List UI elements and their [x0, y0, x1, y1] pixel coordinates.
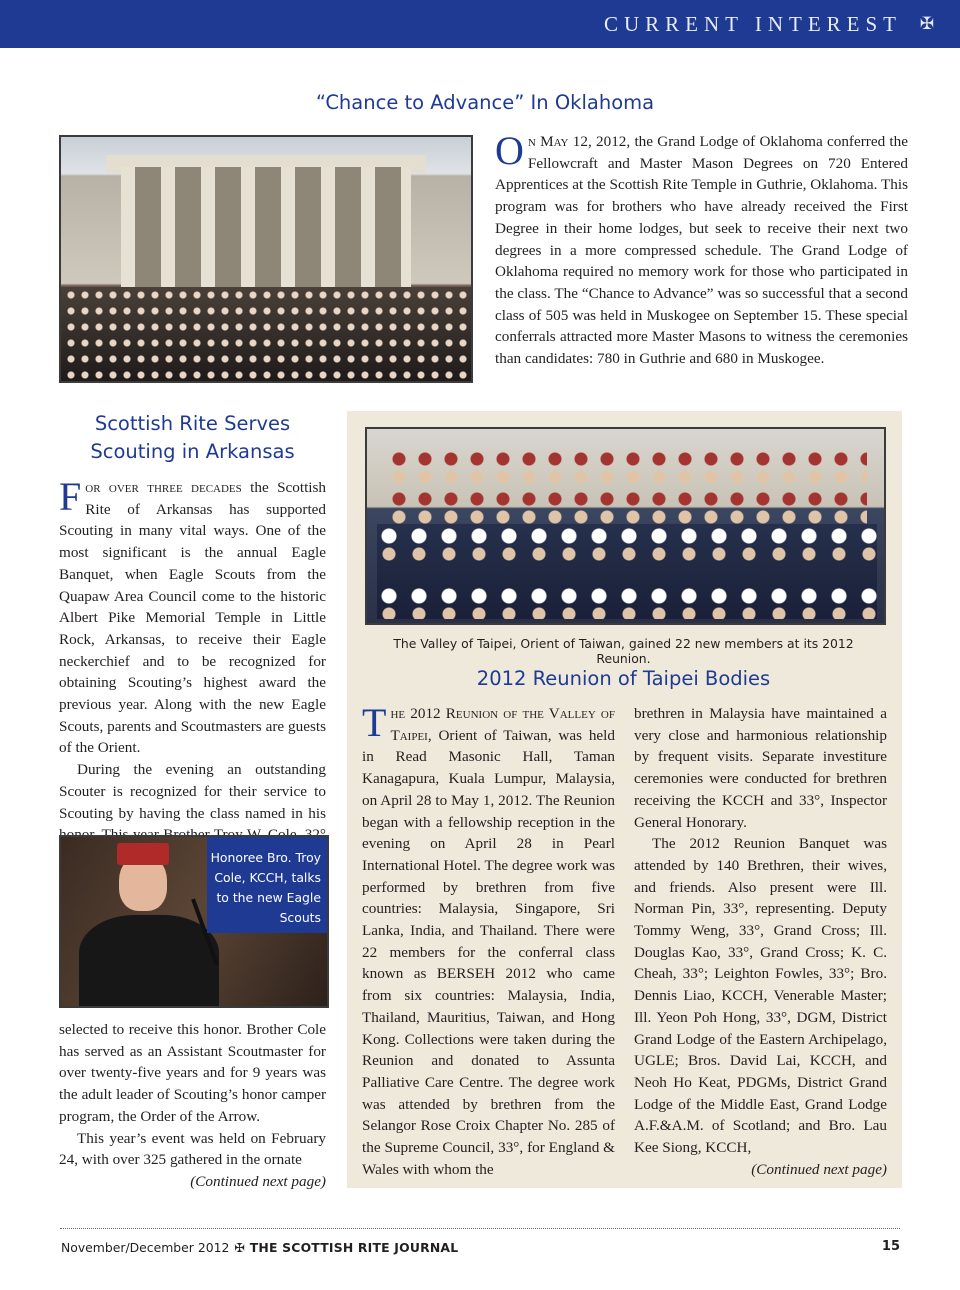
taipei-dropcap: T: [362, 700, 387, 745]
taipei-col2-p1: brethren in Malaysia have maintained a very close and harmonious relationship by frequent visits. Separate investiture ceremonies were conducted for brethren receiving the KCCH and 33°, Inspector General Honorary.: [634, 705, 887, 831]
arkansas-body-bottom: [59, 1019, 326, 1193]
speaker-cap: [117, 843, 169, 865]
taipei-group-photo: [365, 427, 886, 625]
arkansas-para4: This year’s event was held on February 24, with over 325 gathered in the ornate: [59, 1129, 326, 1169]
oklahoma-body: [495, 128, 908, 370]
oklahoma-title: “Chance to Advance” In Oklahoma: [315, 91, 655, 114]
arkansas-para2: During the evening an outstanding Scouter is recognized for their service to Scouting by having the class named in his: [59, 761, 326, 822]
arkansas-continued: (Continued next page): [190, 1172, 326, 1190]
arkansas-para1: the Scottish Rite of Arkansas has supported Scouting in many vital ways. One of the most significant is the annual Eagle Banquet, when Eagle Scouts from the Quapaw Area Council come to the historic Albert Pike Memorial Temple in Little Rock, Arkansas, to receive their Eagle neckerchief and to be recognized for obtaining Scouting’s highest award the previous year. Along with the new Eagle Scouts, parents and Scoutmasters are guests of the Orient.: [59, 479, 327, 757]
troy-cole-photo: [59, 835, 329, 1008]
cross-icon: ✠: [919, 14, 934, 34]
group-back-row: [387, 449, 867, 529]
footer-cross-icon: ✠: [234, 1240, 245, 1255]
oklahoma-dropcap: O: [495, 128, 524, 173]
footer-date: November/December 2012: [61, 1240, 230, 1255]
arkansas-title-line2: Scouting in Arkansas: [90, 440, 295, 463]
footer-rule: [60, 1228, 900, 1229]
arkansas-title: [60, 410, 325, 466]
taipei-title: 2012 Reunion of Taipei Bodies: [476, 667, 771, 690]
crowd: [61, 287, 471, 381]
page-number: 15: [881, 1239, 900, 1254]
troy-cole-caption: Honoree Bro. Troy Cole, KCCH, talks to the new Eagle Scouts: [207, 837, 327, 933]
temple-columns: [121, 167, 411, 287]
arkansas-body-top: [59, 474, 327, 868]
arkansas-lead: or over three decades: [85, 479, 242, 496]
section-banner: [0, 0, 960, 48]
section-title: CURRENT INTEREST: [603, 12, 902, 36]
taipei-photo-caption: The Valley of Taipei, Orient of Taiwan, gained 22 new members at its 2012 Reunion.: [393, 636, 854, 666]
arkansas-para3: selected to receive this honor. Brother Cole has served as an Assistant Scoutmaster for over twenty-five years and for 9 years was the adult leader of Scouting’s honor camper program, the Order of the Arrow.: [59, 1021, 326, 1125]
speaker-body: [79, 915, 219, 1008]
taipei-lead: he 2012 Reunion of the Valley of Taipei: [390, 705, 615, 744]
arkansas-dropcap: F: [59, 474, 82, 519]
footer-info: [61, 1240, 458, 1255]
footer-journal: THE SCOTTISH RITE JOURNAL: [249, 1240, 459, 1255]
oklahoma-lead: n May 12: [527, 133, 588, 150]
group-front-row: [377, 524, 877, 619]
taipei-col1-text: , Orient of Taiwan, was held in Read Masonic Hall, Taman Kanagapura, Kuala Lumpur, Malaysia, on April 28 to May 1, 2012. The Reunion began with a fellowship reception in the evening on April 28 in Pearl International Hotel. The degree work was performed by brethren from five countries: Malaysia, Singapore, Sri Lanka, India, and Thailand. There were 22 members for the conferral class known as BERSEH 2012 who came from six countries: Malaysia, India, Thailand, Mauritius, Taiwan, and Hong Kong. Collections were taken during the Reunion and donated to Assunta Palliative Care Centre. The degree work was attended by brethren from the Selangor Rose Croix Chapter No. 285 of the Supreme Council, 33°, for England & Wales with whom the: [362, 726, 615, 1178]
taipei-col1: [362, 700, 615, 1180]
temple-photo: [59, 135, 473, 383]
oklahoma-text: , 2012, the Grand Lodge of Oklahoma conferred the Fellowcraft and Master Mason Degrees on 720 Entered Apprentices at the Scottish Rite Temple in Guthrie, Oklahoma. This program was for brothers who have already received the First Degree in their home lodges, but seek to receive their next two degrees in a more compressed schedule. The Grand Lodge of Oklahoma required no memory work for those who participated in the class. The “Chance to Advance” was so successful that a second class of 505 was held in Muskogee on September 15. These special conferrals attracted more Master Masons to witness the ceremonies than candidates: 780 in Guthrie and 680 in Muskogee.: [495, 133, 908, 368]
taipei-continued: (Continued next page): [751, 1160, 887, 1178]
taipei-col2-p2: The 2012 Reunion Banquet was attended by 140 Brethren, their wives, and friends. Also present were Ill. Norman Pin, 33°, representing. Deputy Tommy Weng, 33°, Grand Cross; Ill. Douglas Kao, 33°, Grand Cross; K. C. Cheah, 33°; Leighton Fowles, 33°; Bro. Dennis Liao, KCCH, Venerable Master; Ill. Yeon Poh Hong, 33°, DGM, District Grand Lodge of the Eastern Archipelago, UGLE; Bros. David Lai, KCCH, and Neoh Ho Keat, PDGMs, District Grand Lodge of the Middle East, Grand Lodge A.F.&A.M. of Scotland; and Bro. Lau Kee Siong, KCCH,: [634, 835, 887, 1157]
arkansas-title-line1: Scottish Rite Serves: [94, 412, 291, 435]
taipei-col2: [634, 703, 887, 1180]
